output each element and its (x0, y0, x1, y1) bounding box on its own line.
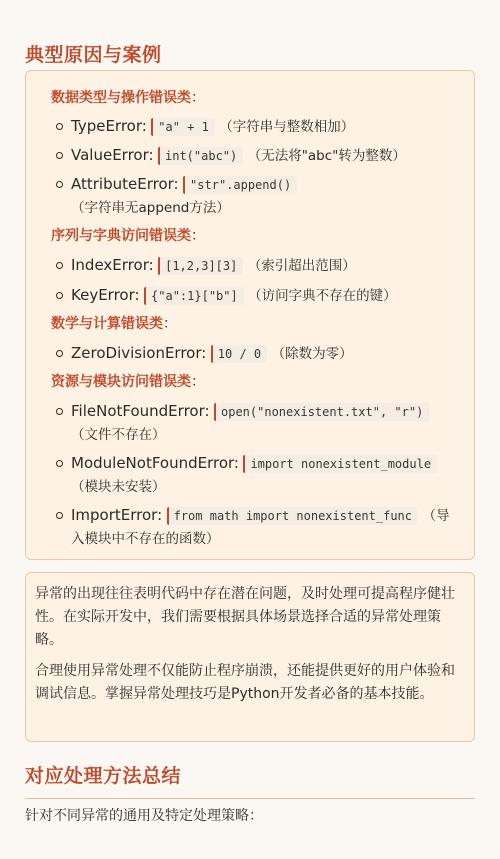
circle-bullet-icon (56, 512, 63, 519)
circle-bullet-icon (56, 408, 63, 415)
list-item: TypeError: "a" + 1 （字符串与整数相加） (69, 115, 460, 139)
section-header-handling (25, 761, 475, 799)
section-title: 典型原因与案例 (25, 44, 162, 66)
code-snippet: "str".append() (183, 176, 297, 194)
section-title: 对应处理方法总结 (25, 765, 182, 787)
summary-paragraph: 异常的出现往往表明代码中存在潜在问题，及时处理可提高程序健壮性。在实际开发中，我们需要根据具体场景选择合适的异常处理策略。 (35, 586, 455, 648)
list-item: ValueError: int("abc") （无法将"abc"转为整数） (69, 144, 460, 168)
category-heading: 资源与模块访问错误类： (51, 374, 205, 390)
list-item: FileNotFoundError: open("nonexistent.txt", "r") （文件不存在） (69, 400, 460, 447)
circle-bullet-icon (56, 460, 63, 467)
category-heading: 数学与计算错误类： (51, 316, 177, 332)
code-snippet: 10 / 0 (211, 345, 267, 363)
circle-bullet-icon (56, 350, 63, 357)
code-snippet: from math import nonexistent_func (167, 507, 418, 525)
list-item: IndexError: [1,2,3][3] （索引超出范围） (69, 254, 460, 278)
list-item: AttributeError: "str".append() （字符串无append方法） (69, 173, 460, 220)
causes-card (25, 70, 475, 560)
error-list (69, 400, 460, 551)
code-snippet: import nonexistent_module (243, 455, 437, 473)
circle-bullet-icon (56, 181, 63, 188)
code-snippet: {"a":1}["b"] (144, 287, 244, 305)
category-heading: 序列与字典访问错误类： (51, 228, 205, 244)
code-snippet: [1,2,3][3] (158, 257, 243, 275)
list-item: KeyError: {"a":1}["b"] （访问字典不存在的键） (69, 284, 460, 308)
circle-bullet-icon (56, 152, 63, 159)
error-list (69, 254, 460, 308)
list-item: ImportError: from math import nonexistent_func （导入模块中不存在的函数） (69, 504, 460, 551)
circle-bullet-icon (56, 262, 63, 269)
list-item: ModuleNotFoundError: import nonexistent_module （模块未安装） (69, 452, 460, 499)
category-heading: 数据类型与操作错误类： (51, 90, 205, 106)
summary-card (25, 572, 475, 742)
code-snippet: open("nonexistent.txt", "r") (214, 403, 429, 421)
summary-paragraph: 合理使用异常处理不仅能防止程序崩溃，还能提供更好的用户体验和调试信息。掌握异常处理技巧是Python开发者必备的基本技能。 (35, 663, 455, 702)
circle-bullet-icon (56, 292, 63, 299)
circle-bullet-icon (56, 123, 63, 130)
section-intro: 针对不同异常的通用及特定处理策略： (25, 808, 263, 824)
code-snippet: "a" + 1 (151, 118, 215, 136)
code-snippet: int("abc") (158, 147, 243, 165)
list-item: ZeroDivisionError: 10 / 0 （除数为零） (69, 342, 460, 366)
error-list (69, 342, 460, 366)
error-list (69, 115, 460, 220)
